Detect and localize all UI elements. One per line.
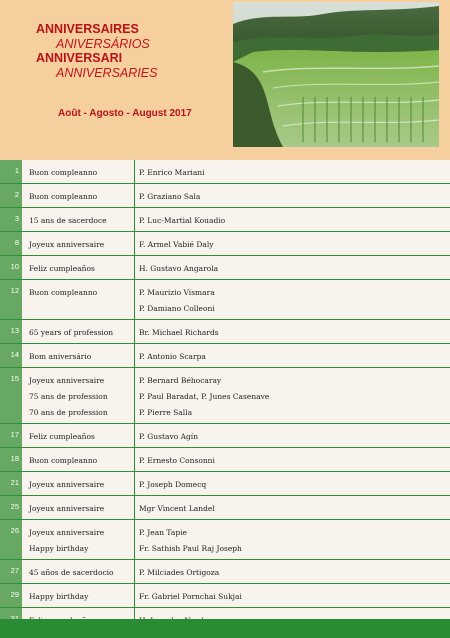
table-row <box>0 368 450 424</box>
table-row <box>0 520 450 560</box>
event-cell <box>22 232 135 255</box>
event-text: Buon compleanno <box>29 192 98 201</box>
event-cell <box>22 448 135 471</box>
event-cell <box>22 496 135 519</box>
person-name: P. Maurizio Vismara <box>139 288 215 297</box>
person-name: P. Enrico Mariani <box>139 168 205 177</box>
event-text: Joyeux anniversaire <box>29 504 105 513</box>
table-row <box>0 320 450 344</box>
people-cell <box>135 584 450 607</box>
table-row <box>0 472 450 496</box>
table-row <box>0 256 450 280</box>
event-cell <box>22 560 135 583</box>
person-name: P. Milciades Ortigoza <box>139 568 220 577</box>
header-banner <box>0 0 450 160</box>
event-cell <box>22 368 135 423</box>
person-name: P. Paul Baradat, P. Junes Casenave <box>139 392 270 401</box>
people-cell <box>135 232 450 255</box>
event-text: Happy birthday <box>29 592 89 601</box>
people-cell <box>135 208 450 231</box>
people-cell <box>135 320 450 343</box>
person-name: P. Gustavo Agín <box>139 432 199 441</box>
event-cell <box>22 280 135 319</box>
title-pt: ANIVERSÁRIOS <box>56 36 150 51</box>
event-cell <box>22 424 135 447</box>
day-number: 3 <box>0 208 22 231</box>
title-it: ANNIVERSARI <box>36 51 123 65</box>
event-cell <box>22 584 135 607</box>
people-cell <box>135 184 450 207</box>
table-row <box>0 424 450 448</box>
event-text: Joyeux anniversaire <box>29 480 105 489</box>
people-cell <box>135 160 450 183</box>
month-date: Août - Agosto - August 2017 <box>58 108 192 119</box>
people-cell <box>135 472 450 495</box>
table-row <box>0 560 450 584</box>
anniversary-table <box>0 160 450 632</box>
title-block <box>36 22 157 80</box>
people-cell <box>135 256 450 279</box>
event-text: Buon compleanno <box>29 456 98 465</box>
day-number: 27 <box>0 560 22 583</box>
person-name: P. Ernesto Consonni <box>139 456 215 465</box>
people-cell <box>135 344 450 367</box>
event-text: Feliz cumpleaños <box>29 432 95 441</box>
title-fr: ANNIVERSAIRES <box>36 22 139 36</box>
people-cell <box>135 520 450 559</box>
event-text: 75 ans de profession <box>29 392 108 401</box>
person-name: F. Armel Vabié Daly <box>139 240 214 249</box>
event-text: 70 ans de profession <box>29 408 108 417</box>
event-cell <box>22 472 135 495</box>
people-cell <box>135 560 450 583</box>
event-cell <box>22 160 135 183</box>
table-row <box>0 584 450 608</box>
event-cell <box>22 344 135 367</box>
people-cell <box>135 368 450 423</box>
person-name: P. Pierre Salla <box>139 408 193 417</box>
table-row <box>0 208 450 232</box>
event-text: Joyeux anniversaire <box>29 528 105 537</box>
day-number: 2 <box>0 184 22 207</box>
footer-bar <box>0 619 450 638</box>
day-number: 10 <box>0 256 22 279</box>
table-row <box>0 448 450 472</box>
event-text: 65 years of profession <box>29 328 114 337</box>
event-cell <box>22 256 135 279</box>
event-cell <box>22 320 135 343</box>
day-number: 8 <box>0 232 22 255</box>
table-row <box>0 280 450 320</box>
day-number: 17 <box>0 424 22 447</box>
person-name: P. Damiano Colleoni <box>139 304 215 313</box>
table-row <box>0 160 450 184</box>
people-cell <box>135 496 450 519</box>
day-number: 15 <box>0 368 22 423</box>
person-name: Fr. Gabriel Pornchai Sukjai <box>139 592 242 601</box>
event-text: 45 años de sacerdocio <box>29 568 114 577</box>
table-row <box>0 496 450 520</box>
event-text: Bom aniversário <box>29 352 92 361</box>
event-text: Buon compleanno <box>29 168 98 177</box>
event-text: 15 ans de sacerdoce <box>29 216 107 225</box>
person-name: P. Antonio Scarpa <box>139 352 206 361</box>
people-cell <box>135 424 450 447</box>
day-number: 21 <box>0 472 22 495</box>
people-cell <box>135 448 450 471</box>
table-row <box>0 344 450 368</box>
event-text: Happy birthday <box>29 544 89 553</box>
event-cell <box>22 520 135 559</box>
day-number: 29 <box>0 584 22 607</box>
person-name: P. Joseph Domecq <box>139 480 207 489</box>
table-row <box>0 232 450 256</box>
day-number: 26 <box>0 520 22 559</box>
day-number: 13 <box>0 320 22 343</box>
event-text: Buon compleanno <box>29 288 98 297</box>
person-name: Fr. Sathish Paul Raj Joseph <box>139 544 242 553</box>
person-name: P. Graziano Sala <box>139 192 201 201</box>
day-number: 1 <box>0 160 22 183</box>
person-name: Br. Michael Richards <box>139 328 219 337</box>
day-number: 25 <box>0 496 22 519</box>
event-text: Joyeux anniversaire <box>29 240 105 249</box>
day-number: 18 <box>0 448 22 471</box>
person-name: H. Gustavo Angarola <box>139 264 219 273</box>
person-name: P. Luc-Martial Kouadio <box>139 216 226 225</box>
day-number: 12 <box>0 280 22 319</box>
table-row <box>0 184 450 208</box>
event-cell <box>22 184 135 207</box>
rice-terrace-photo <box>233 2 439 147</box>
day-number: 14 <box>0 344 22 367</box>
event-text: Joyeux anniversaire <box>29 376 105 385</box>
person-name: P. Jean Tapie <box>139 528 187 537</box>
event-text: Feliz cumpleaños <box>29 264 95 273</box>
person-name: Mgr Vincent Landel <box>139 504 215 513</box>
people-cell <box>135 280 450 319</box>
person-name: P. Bernard Béhocaray <box>139 376 222 385</box>
event-cell <box>22 208 135 231</box>
title-en: ANNIVERSARIES <box>56 65 158 80</box>
